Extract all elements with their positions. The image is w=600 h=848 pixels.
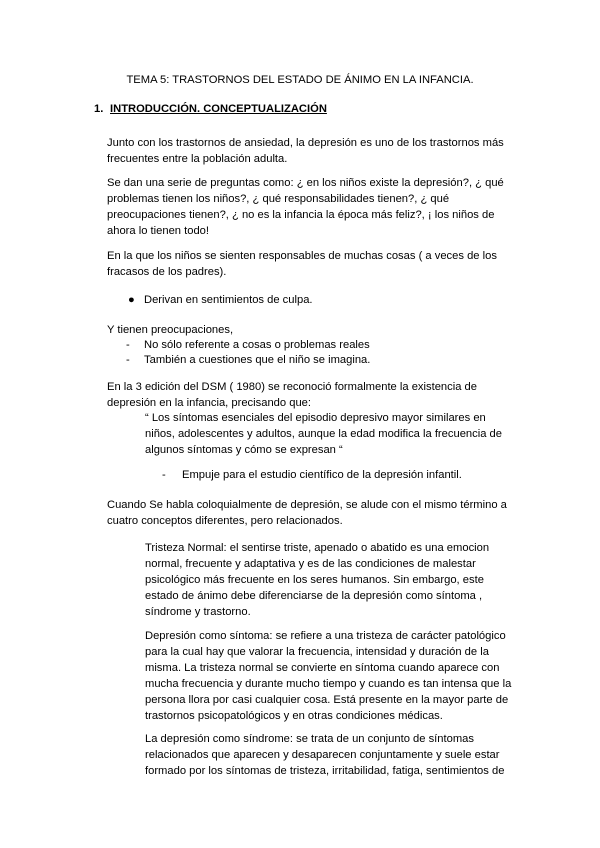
section-number: 1.: [94, 103, 104, 115]
sub-dash-item: [162, 467, 462, 483]
bullet-item: [128, 292, 313, 308]
section-heading-text: INTRODUCCIÓN. CONCEPTUALIZACIÓN: [110, 103, 327, 115]
dash-list-item: [126, 352, 370, 368]
dash-marker: -: [126, 354, 130, 366]
dash-text: Empuje para el estudio científico de la depresión infantil.: [182, 469, 462, 481]
dsm-quote: “ Los síntomas esenciales del episodio depresivo mayor similares en niños, adolescentes y adultos, aunque la edad modifica la frecuencia de algunos síntomas y cómo se expresan “: [145, 412, 502, 456]
paragraph-concepts: Cuando Se habla coloquialmente de depresión, se alude con el mismo término a cuatro conceptos diferentes, pero relacionados.: [107, 499, 507, 527]
concept-depression-syndrome: La depresión como síndrome: se trata de un conjunto de síntomas relacionados que aparecen y desaparecen conjuntamente y suele estar formado por los síntomas de tristeza, irritabilidad, fatiga, sentimientos de: [145, 733, 505, 777]
dash-text: No sólo referente a cosas o problemas reales: [144, 339, 370, 351]
paragraph-intro: Junto con los trastornos de ansiedad, la depresión es uno de los trastornos más frecuentes entre la población adulta.: [107, 137, 504, 165]
bullet-marker: ●: [128, 294, 135, 306]
bullet-text: Derivan en sentimientos de culpa.: [144, 294, 313, 306]
paragraph-dsm: En la 3 edición del DSM ( 1980) se reconoció formalmente la existencia de depresión en la infancia, precisando que:: [107, 381, 478, 409]
paragraph-worries: Y tienen preocupaciones,: [107, 324, 234, 336]
dash-text: También a cuestiones que el niño se imagina.: [144, 354, 371, 366]
document-title: TEMA 5: TRASTORNOS DEL ESTADO DE ÁNIMO EN LA INFANCIA.: [126, 74, 474, 86]
dash-list-item: [126, 337, 370, 353]
dash-marker: -: [126, 339, 130, 351]
paragraph-responsibilities: En la que los niños se sienten responsables de muchas cosas ( a veces de los fracasos de los padres).: [107, 250, 497, 278]
section-heading: [94, 101, 327, 117]
concept-normal-sadness: Tristeza Normal: el sentirse triste, apenado o abatido es una emocion normal, frecuente y adaptativa y es de las condiciones de malestar psicológico más frecuente en los seres humanos. Sin embargo, este estado de ánimo debe diferenciarse de la depresión como síntoma , síndrome y trastorno.: [145, 542, 490, 618]
paragraph-questions: Se dan una serie de preguntas como: ¿ en los niños existe la depresión?, ¿ qué problemas tienen los niños?, ¿ qué responsabilidades tienen?, ¿ qué preocupaciones tienen?, ¿ no es la infancia la época más feliz?, ¡ los niños de ahora lo tienen todo!: [107, 177, 504, 237]
concept-depression-symptom: Depresión como síntoma: se refiere a una tristeza de carácter patológico para la cual hay que valorar la frecuencia, intensidad y duración de la misma. La tristeza normal se convierte en síntoma cuando aparece con mucha frecuencia y durante mucho tiempo y cuando es tan intensa que la persona llora por casi cualquier cosa. Está presente en la mayor parte de trastornos psicopatológicos y en otras condiciones médicas.: [145, 630, 512, 722]
dash-marker: -: [162, 469, 166, 481]
